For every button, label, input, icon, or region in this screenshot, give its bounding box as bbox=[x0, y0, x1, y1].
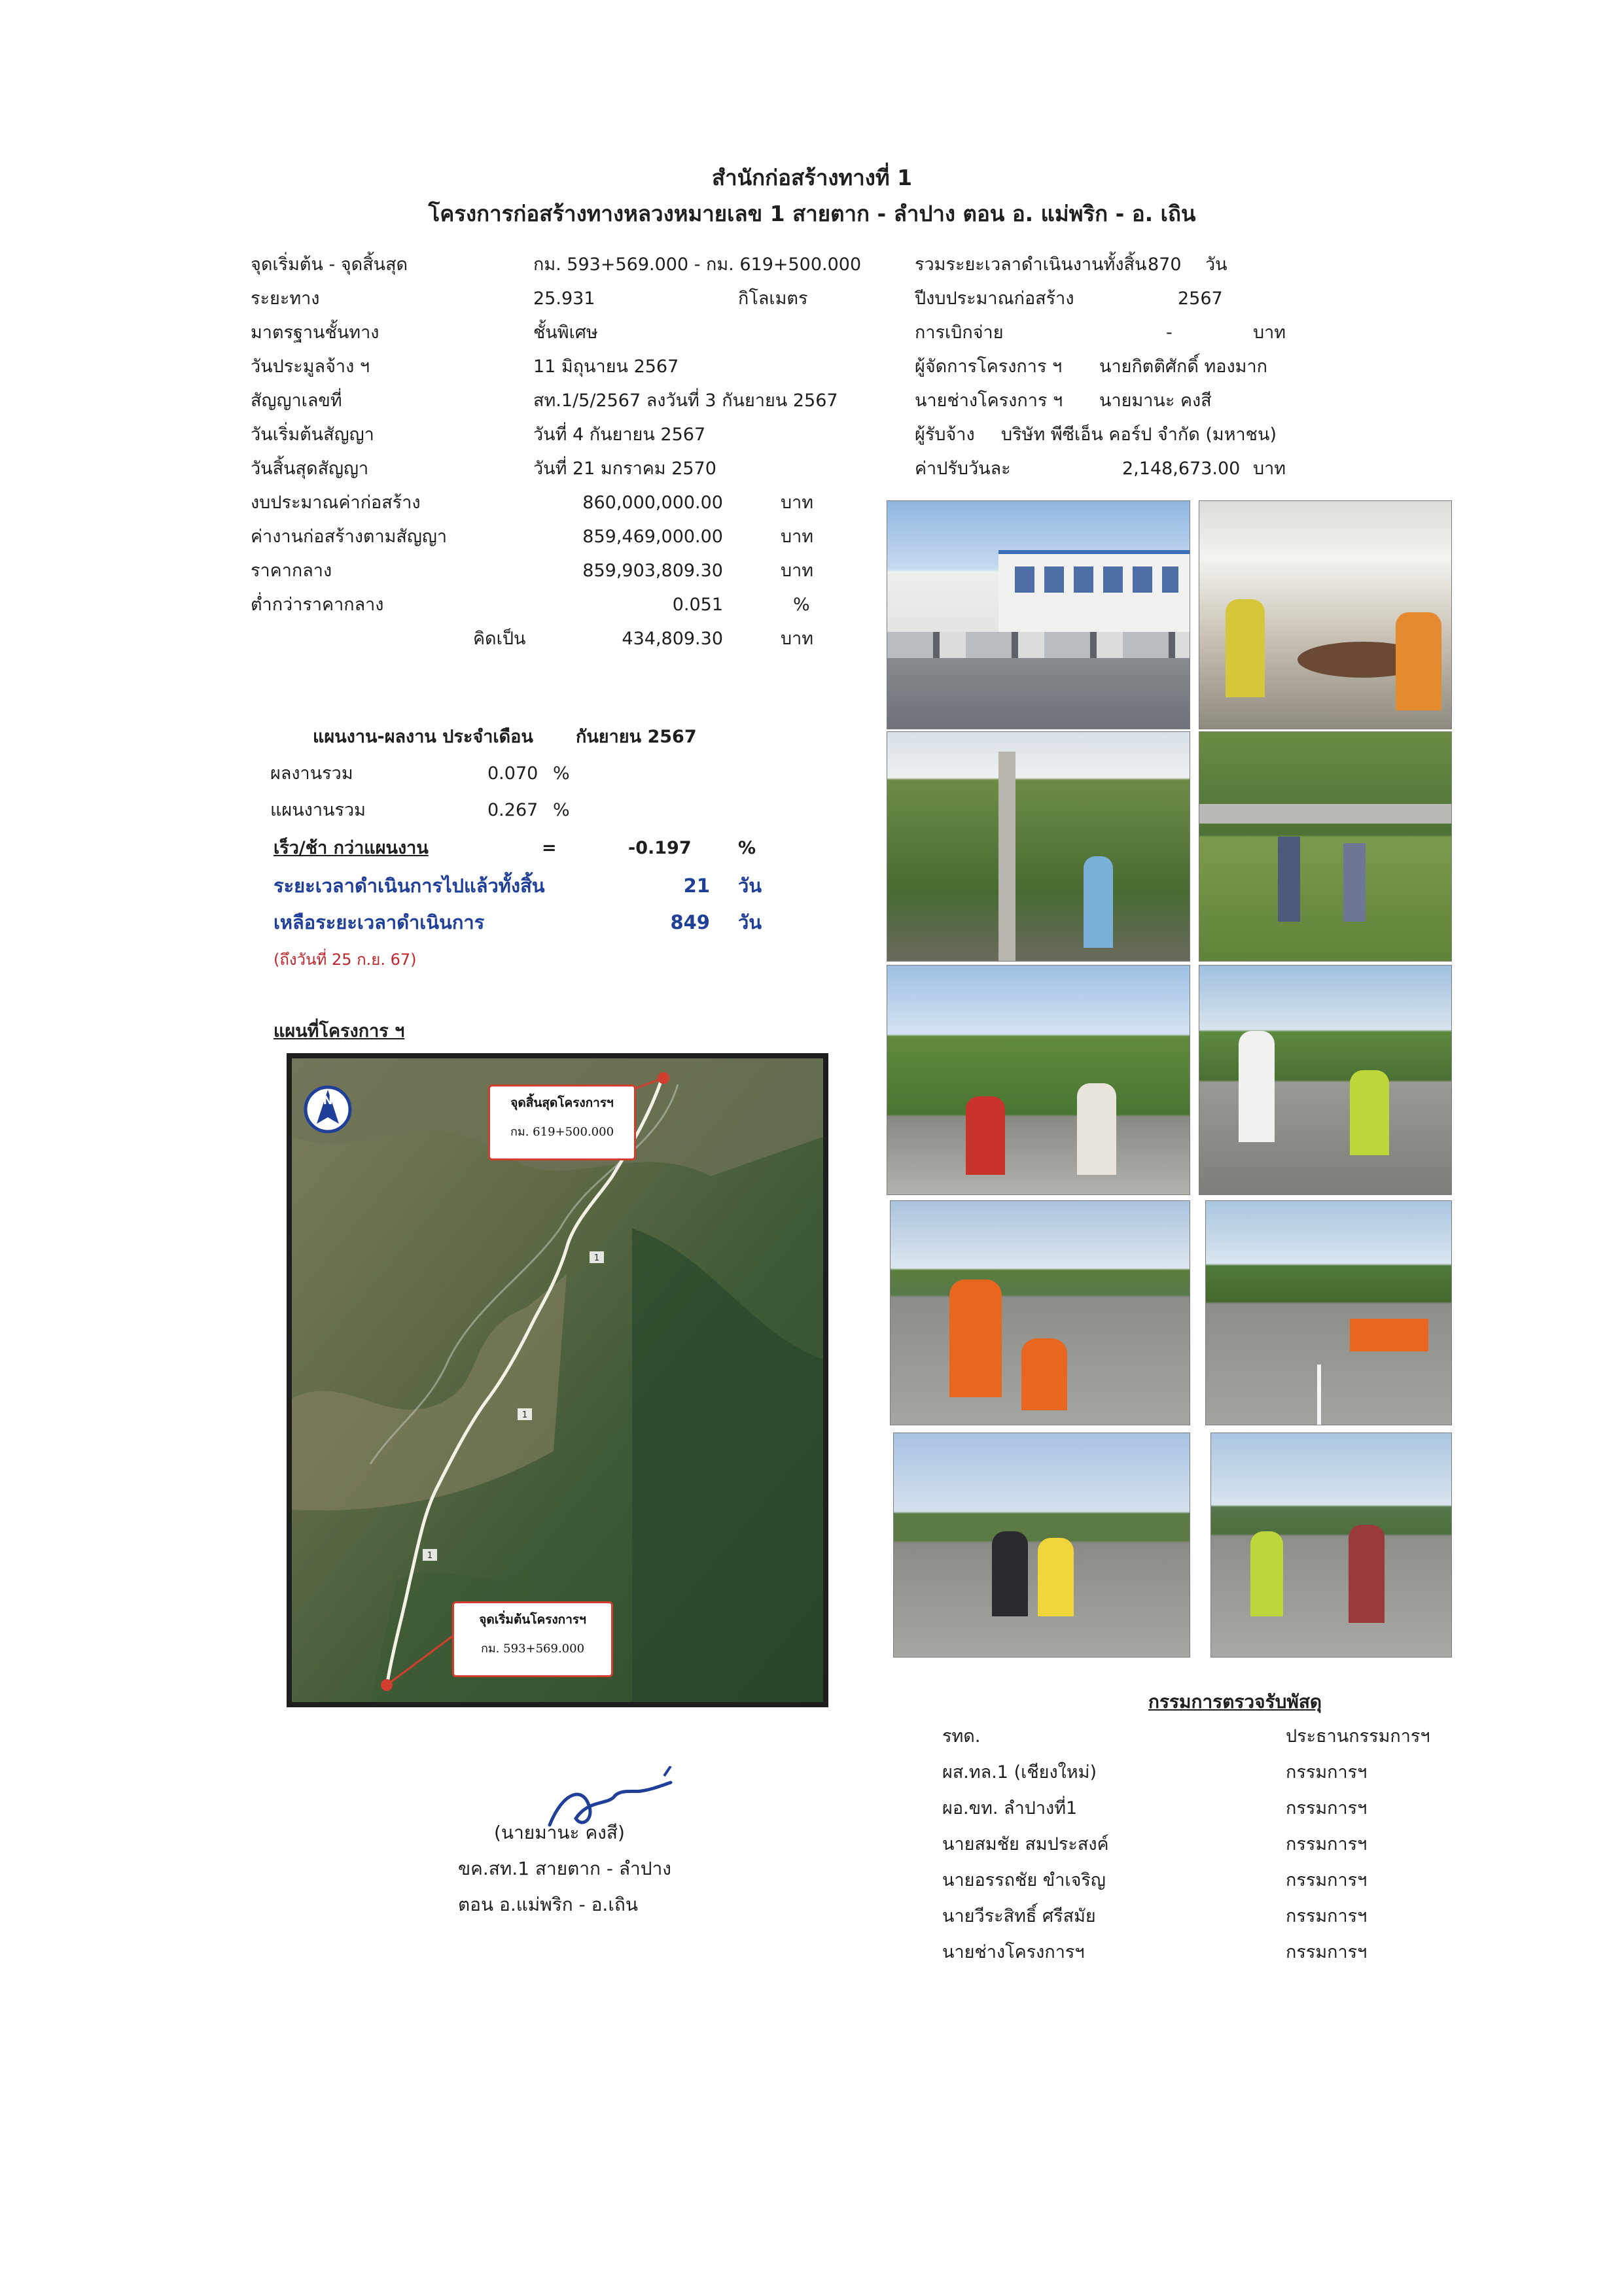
duration-unit: วัน bbox=[1205, 254, 1227, 275]
budget-unit: บาท bbox=[781, 493, 814, 513]
info-value: 11 มิถุนายน 2567 bbox=[533, 357, 679, 377]
asof-note: (ถึงวันที่ 25 ก.ย. 67) bbox=[274, 950, 417, 969]
start-point-label: จุดเริ่มต้นโครงการฯ bbox=[479, 1612, 586, 1627]
actual-label: ผลงานรวม bbox=[270, 763, 353, 784]
elapsed-label: ระยะเวลาดำเนินการไปแล้วทั้งสิ้น bbox=[274, 875, 545, 897]
committee-role: กรรมการฯ bbox=[1286, 1762, 1368, 1783]
committee-role: กรรมการฯ bbox=[1286, 1942, 1368, 1962]
budget-value: 860,000,000.00 bbox=[582, 493, 723, 513]
info-label: ระยะทาง bbox=[251, 288, 320, 309]
project-map bbox=[287, 1053, 828, 1707]
diff-eq: = bbox=[542, 838, 557, 858]
info-value: กม. 593+569.000 - กม. 619+500.000 bbox=[533, 254, 862, 275]
committee-member: นายช่างโครงการฯ bbox=[942, 1942, 1085, 1962]
committee-member: ผส.ทล.1 (เชียงใหม่) bbox=[942, 1762, 1097, 1783]
fiscal-value: 2567 bbox=[1178, 288, 1223, 309]
engineer-label: นายช่างโครงการ ฯ bbox=[915, 391, 1063, 411]
office-title: สำนักก่อสร้างทางที่ 1 bbox=[711, 165, 913, 190]
photo-field-team-1 bbox=[893, 1433, 1190, 1658]
budget-label: งบประมาณค่าก่อสร้าง bbox=[251, 493, 421, 513]
route-shield: 1 bbox=[521, 1410, 528, 1420]
disburse-label: การเบิกจ่าย bbox=[915, 322, 1004, 343]
actual-pct: % bbox=[553, 763, 570, 784]
committee-member: นายอรรถชัย ขำเจริญ bbox=[942, 1870, 1106, 1890]
budget-value: 434,809.30 bbox=[622, 629, 723, 649]
committee-member: นายวีระสิทธิ์ ศรีสมัย bbox=[942, 1906, 1096, 1926]
diff-label-text: เร็ว/ช้า กว่าแผนงาน bbox=[274, 838, 429, 858]
actual-value: 0.070 bbox=[487, 763, 538, 784]
photo-office-building bbox=[887, 500, 1190, 729]
manager-name: นายกิตติศักดิ์ ทองมาก bbox=[1099, 357, 1267, 377]
route-shield: 1 bbox=[427, 1551, 433, 1561]
budget-value: 0.051 bbox=[672, 595, 723, 615]
photo-site-survey-1 bbox=[887, 731, 1190, 962]
duration-label: รวมระยะเวลาดำเนินงานทั้งสิ้น bbox=[915, 254, 1147, 275]
project-title: โครงการก่อสร้างทางหลวงหมายเลข 1 สายตาก - ลำปาง ตอน อ. แม่พริก - อ. เถิน bbox=[428, 201, 1196, 226]
budget-unit: % bbox=[793, 595, 810, 615]
contractor-name: บริษัท พีซีเอ็น คอร์ป จำกัด (มหาชน) bbox=[1001, 425, 1277, 445]
info-label: วันสิ้นสุดสัญญา bbox=[251, 459, 369, 479]
budget-unit: บาท bbox=[781, 629, 814, 649]
progress-heading: แผนงาน-ผลงาน ประจำเดือน bbox=[313, 727, 533, 747]
remaining-unit: วัน bbox=[738, 911, 762, 933]
engineer-name: นายมานะ คงสี bbox=[1099, 391, 1212, 411]
start-point-km: กม. 593+569.000 bbox=[480, 1642, 585, 1656]
budget-value: 859,469,000.00 bbox=[582, 527, 723, 547]
budget-label: ราคากลาง bbox=[251, 561, 332, 581]
fine-value: 2,148,673.00 bbox=[1122, 459, 1241, 479]
photo-site-survey-2 bbox=[1199, 731, 1452, 962]
info-label: สัญญาเลขที่ bbox=[251, 391, 342, 411]
signer-name: (นายมานะ คงสี) bbox=[494, 1822, 625, 1843]
info-label: วันประมูลจ้าง ฯ bbox=[251, 357, 370, 377]
plan-pct: % bbox=[553, 800, 570, 820]
duration-value: 870 bbox=[1148, 254, 1182, 275]
photo-meeting-room bbox=[1199, 500, 1452, 729]
north-label: N bbox=[323, 1094, 333, 1107]
info-label: วันเริ่มต้นสัญญา bbox=[251, 425, 374, 445]
manager-label: ผู้จัดการโครงการ ฯ bbox=[915, 357, 1063, 377]
signer-section: ตอน อ.แม่พริก - อ.เถิน bbox=[458, 1894, 638, 1915]
committee-role: กรรมการฯ bbox=[1286, 1834, 1368, 1854]
budget-label: คิดเป็น bbox=[473, 629, 526, 649]
elapsed-unit: วัน bbox=[738, 875, 762, 897]
info-value: วันที่ 21 มกราคม 2570 bbox=[533, 459, 716, 479]
start-point-callout bbox=[452, 1601, 613, 1677]
fine-unit: บาท bbox=[1253, 459, 1286, 479]
committee-member: รทด. bbox=[942, 1726, 981, 1747]
budget-label: ค่างานก่อสร้างตามสัญญา bbox=[251, 527, 448, 547]
elapsed-value: 21 bbox=[683, 875, 710, 897]
plan-value: 0.267 bbox=[487, 800, 538, 820]
info-label: มาตรฐานชั้นทาง bbox=[251, 322, 380, 343]
committee-role: กรรมการฯ bbox=[1286, 1798, 1368, 1818]
photo-field-measure-2 bbox=[1199, 965, 1452, 1195]
plan-label: แผนงานรวม bbox=[270, 800, 366, 820]
budget-label: ต่ำกว่าราคากลาง bbox=[251, 595, 384, 615]
info-unit: กิโลเมตร bbox=[738, 288, 808, 309]
budget-unit: บาท bbox=[781, 527, 814, 547]
budget-unit: บาท bbox=[781, 561, 814, 581]
remaining-value: 849 bbox=[670, 911, 710, 933]
signer-position: ขค.สท.1 สายตาก - ลำปาง bbox=[458, 1858, 671, 1879]
fiscal-label: ปีงบประมาณก่อสร้าง bbox=[915, 288, 1074, 309]
end-point-label: จุดสิ้นสุดโครงการฯ bbox=[510, 1096, 614, 1110]
end-point-km: กม. 619+500.000 bbox=[510, 1125, 614, 1139]
disburse-value: - bbox=[1166, 322, 1173, 343]
committee-member: นายสมชัย สมประสงค์ bbox=[942, 1834, 1109, 1854]
committee-member: ผอ.ขท. ลำปางที่1 bbox=[942, 1798, 1078, 1818]
budget-value: 859,903,809.30 bbox=[582, 561, 723, 581]
info-value: วันที่ 4 กันยายน 2567 bbox=[533, 425, 706, 445]
committee-role: ประธานกรรมการฯ bbox=[1286, 1726, 1430, 1747]
info-value: ชั้นพิเศษ bbox=[533, 322, 598, 343]
committee-role: กรรมการฯ bbox=[1286, 1906, 1368, 1926]
map-title: แผนที่โครงการ ฯ bbox=[274, 1021, 405, 1041]
info-label: จุดเริ่มต้น - จุดสิ้นสุด bbox=[251, 254, 408, 275]
photo-field-measure-3 bbox=[890, 1200, 1190, 1425]
contractor-label: ผู้รับจ้าง bbox=[915, 425, 975, 445]
committee-title: กรรมการตรวจรับพัสดุ bbox=[1148, 1691, 1322, 1713]
committee-role: กรรมการฯ bbox=[1286, 1870, 1368, 1890]
photo-field-measure-1 bbox=[887, 965, 1190, 1195]
info-value: 25.931 bbox=[533, 288, 595, 309]
end-point-callout bbox=[488, 1085, 636, 1160]
route-shield: 1 bbox=[593, 1253, 600, 1263]
diff-value: -0.197 bbox=[628, 838, 692, 858]
fine-label: ค่าปรับวันละ bbox=[915, 459, 1011, 479]
remaining-label: เหลือระยะเวลาดำเนินการ bbox=[274, 911, 485, 933]
diff-label bbox=[274, 837, 429, 860]
photo-field-team-2 bbox=[1210, 1433, 1452, 1658]
disburse-unit: บาท bbox=[1253, 322, 1286, 343]
diff-pct: % bbox=[738, 838, 756, 858]
photo-road-sign bbox=[1205, 1200, 1452, 1425]
progress-month: กันยายน 2567 bbox=[576, 727, 697, 747]
info-value: สท.1/5/2567 ลงวันที่ 3 กันยายน 2567 bbox=[533, 391, 838, 411]
